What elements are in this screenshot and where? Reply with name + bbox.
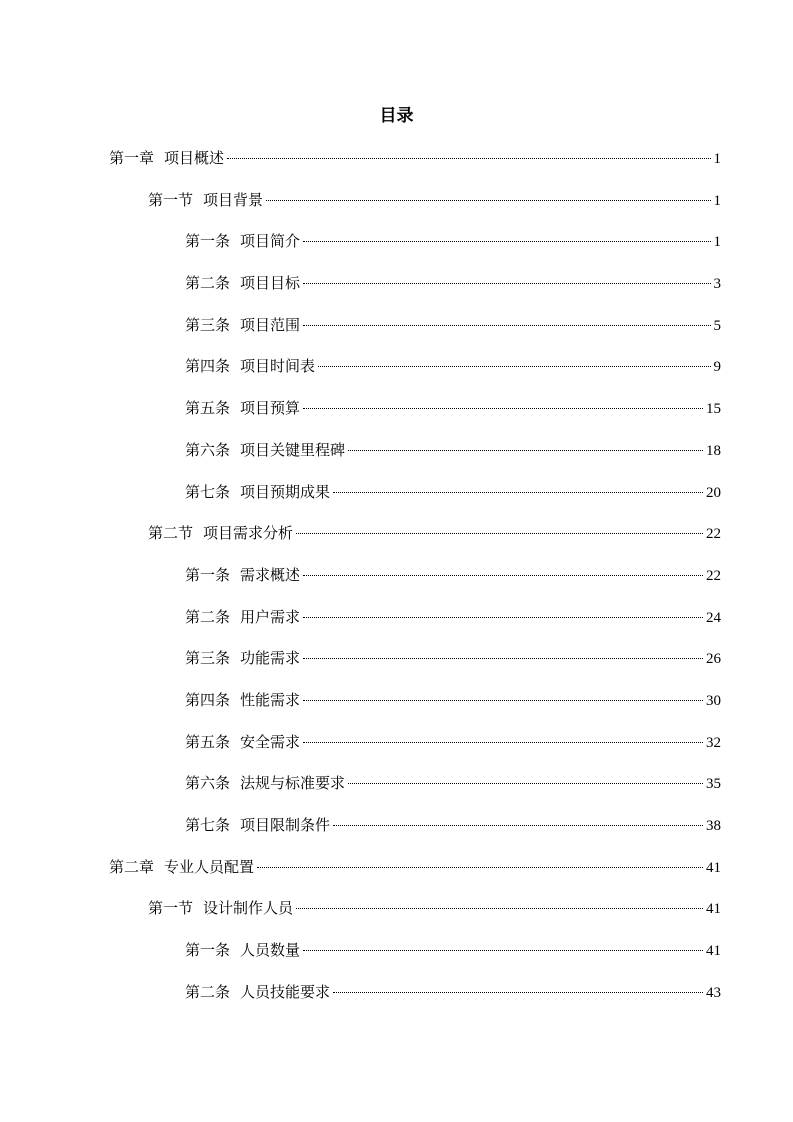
toc-entry[interactable] — [0, 138, 793, 180]
dot-leader — [257, 867, 703, 868]
toc-entry-title: 用户需求 — [240, 607, 301, 626]
dot-leader — [348, 783, 703, 784]
toc-entry-page-number: 30 — [706, 692, 721, 709]
dot-leader — [296, 908, 703, 909]
toc-entry-number: 第一节 — [148, 190, 194, 209]
dot-leader — [333, 825, 703, 826]
toc-entry-page-number: 20 — [706, 484, 721, 501]
toc-entry-page-number: 41 — [706, 901, 721, 918]
dot-leader — [296, 533, 703, 534]
toc-entry[interactable] — [0, 722, 793, 764]
dot-leader — [303, 617, 703, 618]
toc-entry-title: 人员数量 — [240, 941, 301, 960]
toc-entry-title: 项目概述 — [164, 149, 225, 167]
toc-entry-page-number: 35 — [706, 776, 721, 793]
toc-entry-title: 项目预期成果 — [240, 482, 331, 501]
toc-entry-title: 项目简介 — [240, 232, 301, 251]
dot-leader — [303, 950, 703, 951]
toc-entry-page-number: 5 — [713, 317, 721, 334]
toc-entry-title: 需求概述 — [240, 565, 301, 584]
toc-entry[interactable] — [0, 805, 793, 847]
dot-leader — [303, 283, 710, 284]
toc-entry-number: 第二节 — [148, 524, 194, 543]
dot-leader — [303, 700, 703, 701]
toc-entry-number: 第七条 — [185, 816, 231, 834]
dot-leader — [227, 158, 710, 159]
dot-leader — [303, 658, 703, 659]
toc-entry[interactable] — [0, 346, 793, 388]
toc-entry[interactable] — [0, 638, 793, 680]
toc-entry-number: 第三条 — [185, 315, 231, 334]
toc-entry-title: 设计制作人员 — [203, 899, 294, 918]
dot-leader — [303, 325, 710, 326]
toc-entry-title: 人员技能要求 — [240, 982, 331, 1001]
toc-entry[interactable] — [0, 763, 793, 805]
toc-entry-number: 第六条 — [185, 440, 231, 459]
toc-entry-number: 第一条 — [185, 565, 231, 584]
toc-list — [0, 138, 793, 1013]
toc-entry-page-number: 41 — [706, 859, 721, 876]
toc-entry-page-number: 26 — [706, 651, 721, 668]
toc-entry-number: 第二条 — [185, 982, 231, 1001]
toc-title: 目录 — [379, 106, 414, 126]
toc-entry-number: 第六条 — [185, 774, 231, 793]
dot-leader — [318, 366, 710, 367]
toc-entry[interactable] — [0, 472, 793, 514]
toc-entry-number: 第四条 — [185, 357, 231, 376]
toc-entry-title: 项目时间表 — [240, 357, 316, 376]
toc-entry-page-number: 1 — [713, 234, 721, 251]
toc-entry-title: 项目需求分析 — [203, 524, 294, 543]
toc-entry[interactable] — [0, 221, 793, 263]
dot-leader — [303, 575, 703, 576]
toc-entry[interactable] — [0, 180, 793, 222]
toc-entry-page-number: 38 — [706, 818, 721, 834]
toc-entry-page-number: 32 — [706, 734, 721, 751]
toc-entry-page-number: 9 — [713, 359, 721, 376]
toc-entry-title: 安全需求 — [240, 732, 301, 751]
toc-entry-page-number: 22 — [706, 567, 721, 584]
toc-entry-number: 第二条 — [185, 274, 231, 293]
dot-leader — [303, 241, 710, 242]
toc-entry-page-number: 41 — [706, 943, 721, 960]
toc-entry-page-number: 18 — [706, 442, 721, 459]
toc-entry-title: 项目目标 — [240, 274, 301, 293]
toc-entry-number: 第一条 — [185, 941, 231, 960]
toc-entry[interactable] — [0, 388, 793, 430]
toc-entry-page-number: 1 — [713, 151, 721, 167]
toc-entry-page-number: 22 — [706, 526, 721, 543]
toc-entry-title: 法规与标准要求 — [240, 774, 346, 793]
toc-entry[interactable] — [0, 972, 793, 1014]
toc-entry[interactable] — [0, 513, 793, 555]
toc-entry-number: 第一章 — [109, 149, 155, 167]
toc-entry-title: 项目预算 — [240, 399, 301, 418]
toc-entry-title: 项目限制条件 — [240, 816, 331, 834]
toc-entry[interactable] — [0, 430, 793, 472]
dot-leader — [333, 992, 703, 993]
dot-leader — [348, 450, 703, 451]
toc-entry-page-number: 24 — [706, 609, 721, 626]
toc-entry-number: 第四条 — [185, 690, 231, 709]
toc-entry[interactable] — [0, 847, 793, 889]
toc-entry[interactable] — [0, 597, 793, 639]
toc-entry[interactable] — [0, 930, 793, 972]
toc-entry-title: 性能需求 — [240, 690, 301, 709]
toc-entry-number: 第二条 — [185, 607, 231, 626]
toc-entry-number: 第五条 — [185, 399, 231, 418]
toc-entry-number: 第五条 — [185, 732, 231, 751]
toc-entry-title: 项目关键里程碑 — [240, 440, 346, 459]
toc-entry[interactable] — [0, 305, 793, 347]
toc-entry-title: 专业人员配置 — [164, 857, 255, 876]
toc-entry-page-number: 3 — [713, 276, 721, 293]
toc-entry-title: 项目背景 — [203, 190, 264, 209]
dot-leader — [333, 492, 703, 493]
toc-entry-title: 项目范围 — [240, 315, 301, 334]
toc-entry[interactable] — [0, 263, 793, 305]
toc-entry-number: 第七条 — [185, 482, 231, 501]
dot-leader — [303, 408, 703, 409]
toc-entry-page-number: 43 — [706, 984, 721, 1001]
toc-entry-number: 第三条 — [185, 649, 231, 668]
dot-leader — [303, 742, 703, 743]
toc-entry[interactable] — [0, 555, 793, 597]
toc-entry-number: 第一条 — [185, 232, 231, 251]
toc-entry-number: 第一节 — [148, 899, 194, 918]
toc-entry-page-number: 15 — [706, 401, 721, 418]
dot-leader — [266, 200, 710, 201]
toc-entry-page-number: 1 — [713, 192, 721, 209]
toc-entry-title: 功能需求 — [240, 649, 301, 668]
toc-entry[interactable] — [0, 680, 793, 722]
toc-entry[interactable] — [0, 888, 793, 930]
toc-entry-number: 第二章 — [109, 857, 155, 876]
